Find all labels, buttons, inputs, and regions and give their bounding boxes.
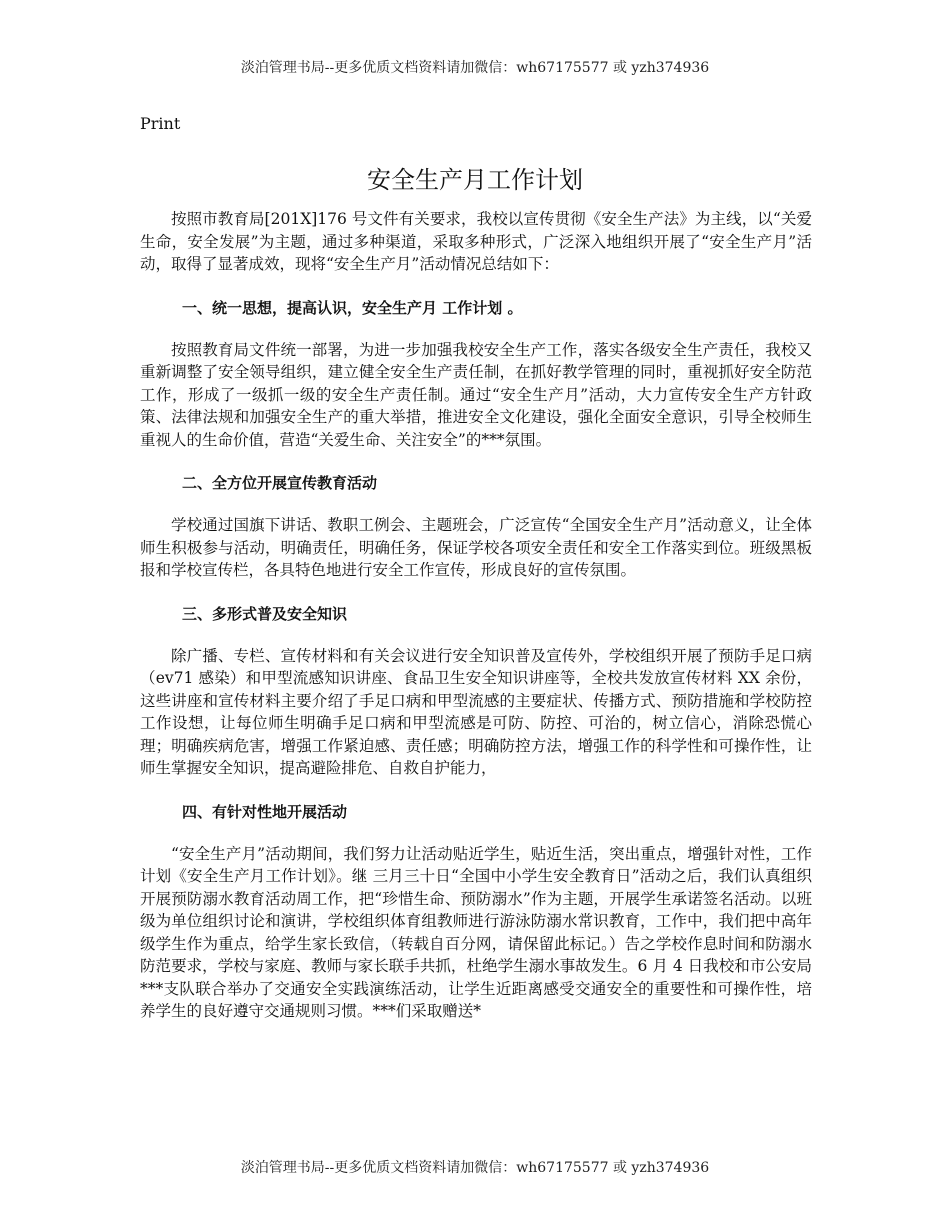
document-body [140,208,812,1023]
section-heading-3: 三、多形式普及安全知识 [182,604,348,623]
document-title: 安全生产月工作计划 [367,166,583,194]
section-heading-1: 一、统一思想，提高认识，安全生产月 工作计划 。 [182,298,523,317]
intro-paragraph: 按照市教育局[201X]176 号文件有关要求，我校以宣传贯彻《安全生产法》为主线，以“关爱生命，安全发展”为主题，通过多种渠道，采取多种形式，广泛深入地组织开展了“安全生产月”活动，取得了显著成效，现将“安全生产月”活动情况总结如下： [140,210,812,273]
page-footer: 淡泊管理书局--更多优质文档资料请加微信：wh67175577 或 yzh374936 [240,1160,710,1176]
page-header: 淡泊管理书局--更多优质文档资料请加微信：wh67175577 或 yzh374936 [240,60,710,76]
section-body-2: 学校通过国旗下讲话、教职工例会、主题班会，广泛宣传“全国安全生产月”活动意义，让全体师生积极参与活动，明确责任，明确任务，保证学校各项安全责任和安全工作落实到位。班级黑板报和学校宣传栏，各具特色地进行安全工作宣传，形成良好的宣传氛围。 [140,516,812,579]
section-heading-2: 二、全方位开展宣传教育活动 [182,474,378,492]
print-label: Print [140,114,181,133]
section-body-3: 除广播、专栏、宣传材料和有关会议进行安全知识普及宣传外，学校组织开展了预防手足口病（ev71 感染）和甲型流感知识讲座、食品卫生安全知识讲座等，全校共发放宣传材料 XX 余份，这些讲座和宣传材料主要介绍了手足口病和甲型流感的主要症状、传播方式、预防措施和学校防控工作设想，让每位师生明确手足口病和甲型流感是可防、防控、可治的，树立信心，消除恐慌心理；明确疾病危害，增强工作紧迫感、责任感；明确防控方法，增强工作的科学性和可操作性，让师生掌握安全知识，提高避险排危、自救自护能力， [140,646,812,777]
section-body-1: 按照教育局文件统一部署，为进一步加强我校安全生产工作，落实各级安全生产责任，我校又重新调整了安全领导组织，建立健全安全生产责任制，在抓好教学管理的同时，重视抓好安全防范工作，形成了一级抓一级的安全生产责任制。通过“安全生产月”活动，大力宣传安全生产方针政策、法律法规和加强安全生产的重大举措，推进安全文化建设，强化全面安全意识，引导全校师生重视人的生命价值，营造“关爱生命、关注安全”的***氛围。 [140,340,812,449]
section-body-4: “安全生产月”活动期间，我们努力让活动贴近学生，贴近生活，突出重点，增强针对性，工作计划《安全生产月工作计划》。继 三月三十日“全国中小学生安全教育日”活动之后，我们认真组织开展预防溺水教育活动周工作，把“珍惜生命、预防溺水”作为主题，开展学生承诺签名活动。以班级为单位组织讨论和演讲，学校组织体育组教师进行游泳防溺水常识教育，工作中，我们把中高年级学生作为重点，给学生家长致信，（转载自百分网，请保留此标记。）告之学校作息时间和防溺水防范要求，学校与家庭、教师与家长联手共抓，杜绝学生溺水事故发生。6 月 4 日我校和市公安局***支队联合举办了交通安全实践演练活动，让学生近距离感受交通安全的重要性和可操作性，培养学生的良好遵守交通规则习惯。***们采取赠送* [140,844,812,1020]
section-heading-4: 四、有针对性地开展活动 [182,802,348,821]
